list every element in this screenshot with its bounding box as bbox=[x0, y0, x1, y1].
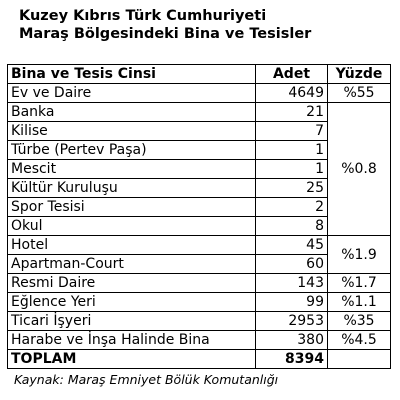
row-name: Ev ve Daire bbox=[8, 84, 256, 103]
row-name: Spor Tesisi bbox=[8, 198, 256, 217]
row-percent: %35 bbox=[328, 312, 391, 331]
row-count: 25 bbox=[256, 179, 328, 198]
row-count: 2 bbox=[256, 198, 328, 217]
row-percent: %4.5 bbox=[328, 331, 391, 350]
row-count: 45 bbox=[256, 236, 328, 255]
table-row bbox=[8, 103, 391, 122]
row-name: Harabe ve İnşa Halinde Bina bbox=[8, 331, 256, 350]
row-count: 21 bbox=[256, 103, 328, 122]
table-row bbox=[8, 312, 391, 331]
row-count: 1 bbox=[256, 141, 328, 160]
row-name: Türbe (Pertev Paşa) bbox=[8, 141, 256, 160]
row-count: 7 bbox=[256, 122, 328, 141]
source-note: Kaynak: Maraş Emniyet Bölük Komutanlığı bbox=[14, 372, 279, 387]
merged-percent-cell: %0.8 bbox=[328, 103, 391, 236]
title-line-2: Maraş Bölgesindeki Bina ve Tesisler bbox=[19, 26, 312, 42]
row-name: Kültür Kuruluşu bbox=[8, 179, 256, 198]
total-label: TOPLAM bbox=[8, 350, 256, 369]
table-row bbox=[8, 236, 391, 255]
row-count: 8 bbox=[256, 217, 328, 236]
row-name: Kilise bbox=[8, 122, 256, 141]
buildings-table bbox=[7, 64, 391, 369]
header-type: Bina ve Tesis Cinsi bbox=[8, 65, 256, 84]
total-percent-empty bbox=[328, 350, 391, 369]
row-name: Resmi Daire bbox=[8, 274, 256, 293]
row-percent: %1.9 bbox=[328, 236, 391, 274]
row-percent: %1.1 bbox=[328, 293, 391, 312]
row-name: Ticari İşyeri bbox=[8, 312, 256, 331]
row-count: 2953 bbox=[256, 312, 328, 331]
row-count: 60 bbox=[256, 255, 328, 274]
row-count: 380 bbox=[256, 331, 328, 350]
table-row bbox=[8, 274, 391, 293]
table-header-row bbox=[8, 65, 391, 84]
row-count: 99 bbox=[256, 293, 328, 312]
row-name: Mescit bbox=[8, 160, 256, 179]
row-count: 1 bbox=[256, 160, 328, 179]
header-percent: Yüzde bbox=[328, 65, 391, 84]
document-title bbox=[19, 7, 389, 43]
row-count: 4649 bbox=[256, 84, 328, 103]
header-count: Adet bbox=[256, 65, 328, 84]
total-count: 8394 bbox=[256, 350, 328, 369]
table-row bbox=[8, 331, 391, 350]
table-row bbox=[8, 84, 391, 103]
title-line-1: Kuzey Kıbrıs Türk Cumhuriyeti bbox=[19, 8, 267, 24]
row-name: Eğlence Yeri bbox=[8, 293, 256, 312]
row-name: Hotel bbox=[8, 236, 256, 255]
row-percent: %55 bbox=[328, 84, 391, 103]
row-percent: %1.7 bbox=[328, 274, 391, 293]
row-name: Okul bbox=[8, 217, 256, 236]
table-row bbox=[8, 293, 391, 312]
row-name: Banka bbox=[8, 103, 256, 122]
row-name: Apartman-Court bbox=[8, 255, 256, 274]
row-count: 143 bbox=[256, 274, 328, 293]
total-row bbox=[8, 350, 391, 369]
